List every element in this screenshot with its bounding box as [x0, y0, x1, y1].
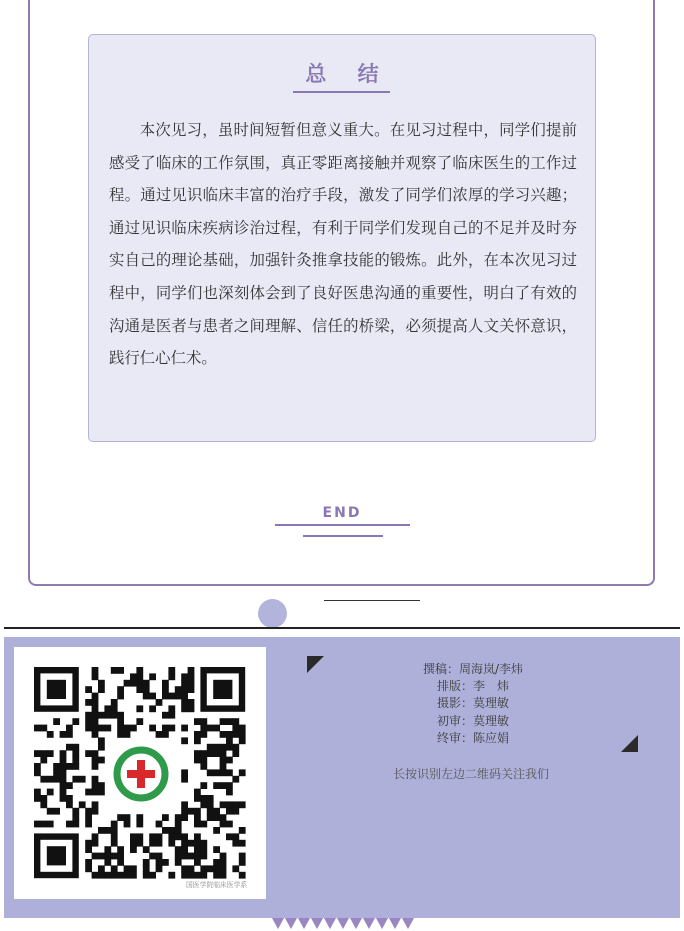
zigzag-decoration	[272, 918, 414, 930]
corner-triangle-bottom	[621, 735, 638, 752]
end-divider-short	[303, 535, 383, 537]
credit-first-review: 初审：莫理敏	[436, 713, 509, 728]
summary-body-text: 本次见习，虽时间短暂但意义重大。在见习过程中，同学们提前感受了临床的工作氛围，真正零距离接触并观察了临床医生的工作过程。通过见识临床丰富的治疗手段，激发了同学们浓厚的学习兴趣；通过见识临床疾病诊治过程，有利于同学们发现自己的不足并及时夯实自己的理论基础，加强针灸推拿技能的锻炼。此外，在本次见习过程中，同学们也深刻体会到了良好医患沟通的重要性，明白了有效的沟通是医者与患者之间理解、信任的桥梁，必须提高人文关怀意识，践行仁心仁术。	[109, 121, 577, 368]
follow-prompt: 长按识别左边二维码关注我们	[392, 767, 549, 781]
qr-code-image[interactable]	[14, 647, 266, 899]
title-underline	[293, 91, 390, 93]
credit-final-review: 终审：陈应娟	[436, 730, 509, 745]
section-separator	[4, 627, 680, 629]
end-label: END	[322, 505, 362, 521]
credit-writer: 撰稿：周海岚/李炜	[422, 662, 524, 676]
summary-title: 总 结	[305, 62, 391, 86]
end-divider-long	[275, 524, 410, 526]
decorative-line	[324, 600, 420, 601]
credits-block	[368, 661, 578, 747]
credit-layout: 排版：李 炜	[436, 679, 509, 694]
qr-caption: 国医学院临床医学系	[186, 880, 248, 889]
qr-code[interactable]	[14, 647, 266, 899]
corner-triangle-top	[307, 656, 324, 673]
credit-photo: 摄影：莫理敏	[436, 696, 509, 711]
decorative-circle	[258, 599, 287, 628]
